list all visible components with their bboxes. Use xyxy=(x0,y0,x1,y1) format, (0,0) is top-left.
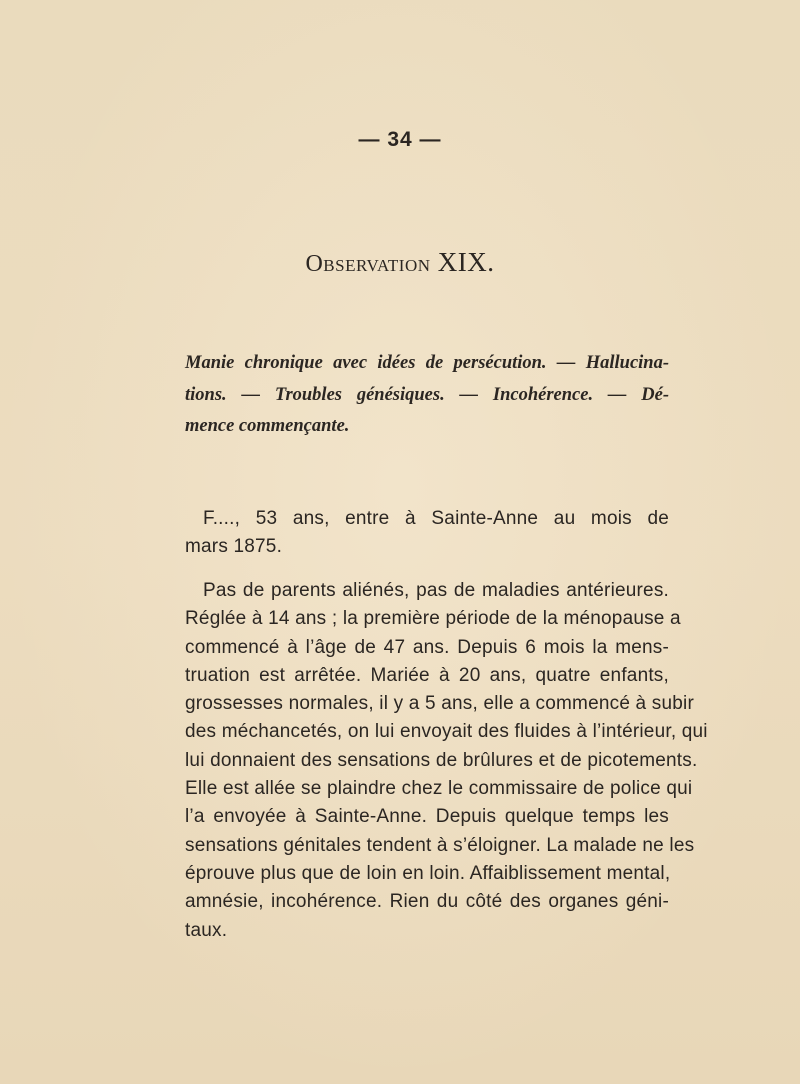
summary-line: mence commençante. xyxy=(185,416,350,436)
paragraph-line: amnésie, incohérence. Rien du côté des organes géni- xyxy=(185,891,669,913)
paragraph-line: grossesses normales, il y a 5 ans, elle a commencé à subir xyxy=(185,693,694,715)
case-summary xyxy=(185,348,669,443)
observation-label: Observation xyxy=(305,251,431,277)
paragraph-history xyxy=(185,577,708,945)
paragraph-line: sensations génitales tendent à s’éloigner. La malade ne les xyxy=(185,834,695,856)
paragraph-line: mars 1875. xyxy=(185,536,283,558)
paragraph-line: truation est arrêtée. Mariée à 20 ans, quatre enfants, xyxy=(185,664,669,686)
paragraph-line: taux. xyxy=(185,919,228,941)
paragraph-line: F...., 53 ans, entre à Sainte-Anne au mois de xyxy=(203,508,669,529)
summary-line: tions. — Troubles génésiques. — Incohérence. — Dé- xyxy=(185,384,669,405)
paragraph-line: Réglée à 14 ans ; la première période de la ménopause a xyxy=(185,608,681,630)
paragraph-line: éprouve plus que de loin en loin. Affaiblissement mental, xyxy=(185,862,671,884)
paragraph-line: des méchancetés, on lui envoyait des fluides à l’intérieur, qui xyxy=(185,721,708,743)
observation-heading xyxy=(0,247,800,278)
paragraph-line: lui donnaient des sensations de brûlures et de picotements. xyxy=(185,749,698,771)
observation-numeral: XIX. xyxy=(437,247,495,277)
paragraph-line: Pas de parents aliénés, pas de maladies antérieures. xyxy=(203,580,669,601)
paragraph-line: l’a envoyée à Sainte-Anne. Depuis quelque temps les xyxy=(185,806,669,828)
paragraph-admission xyxy=(185,505,669,562)
paragraph-line: commencé à l’âge de 47 ans. Depuis 6 mois la mens- xyxy=(185,636,669,658)
page-number: — 34 — xyxy=(358,128,442,151)
paragraph-line: Elle est allée se plaindre chez le commissaire de police qui xyxy=(185,778,693,800)
summary-line: Manie chronique avec idées de persécution. — Hallucina- xyxy=(185,353,669,373)
